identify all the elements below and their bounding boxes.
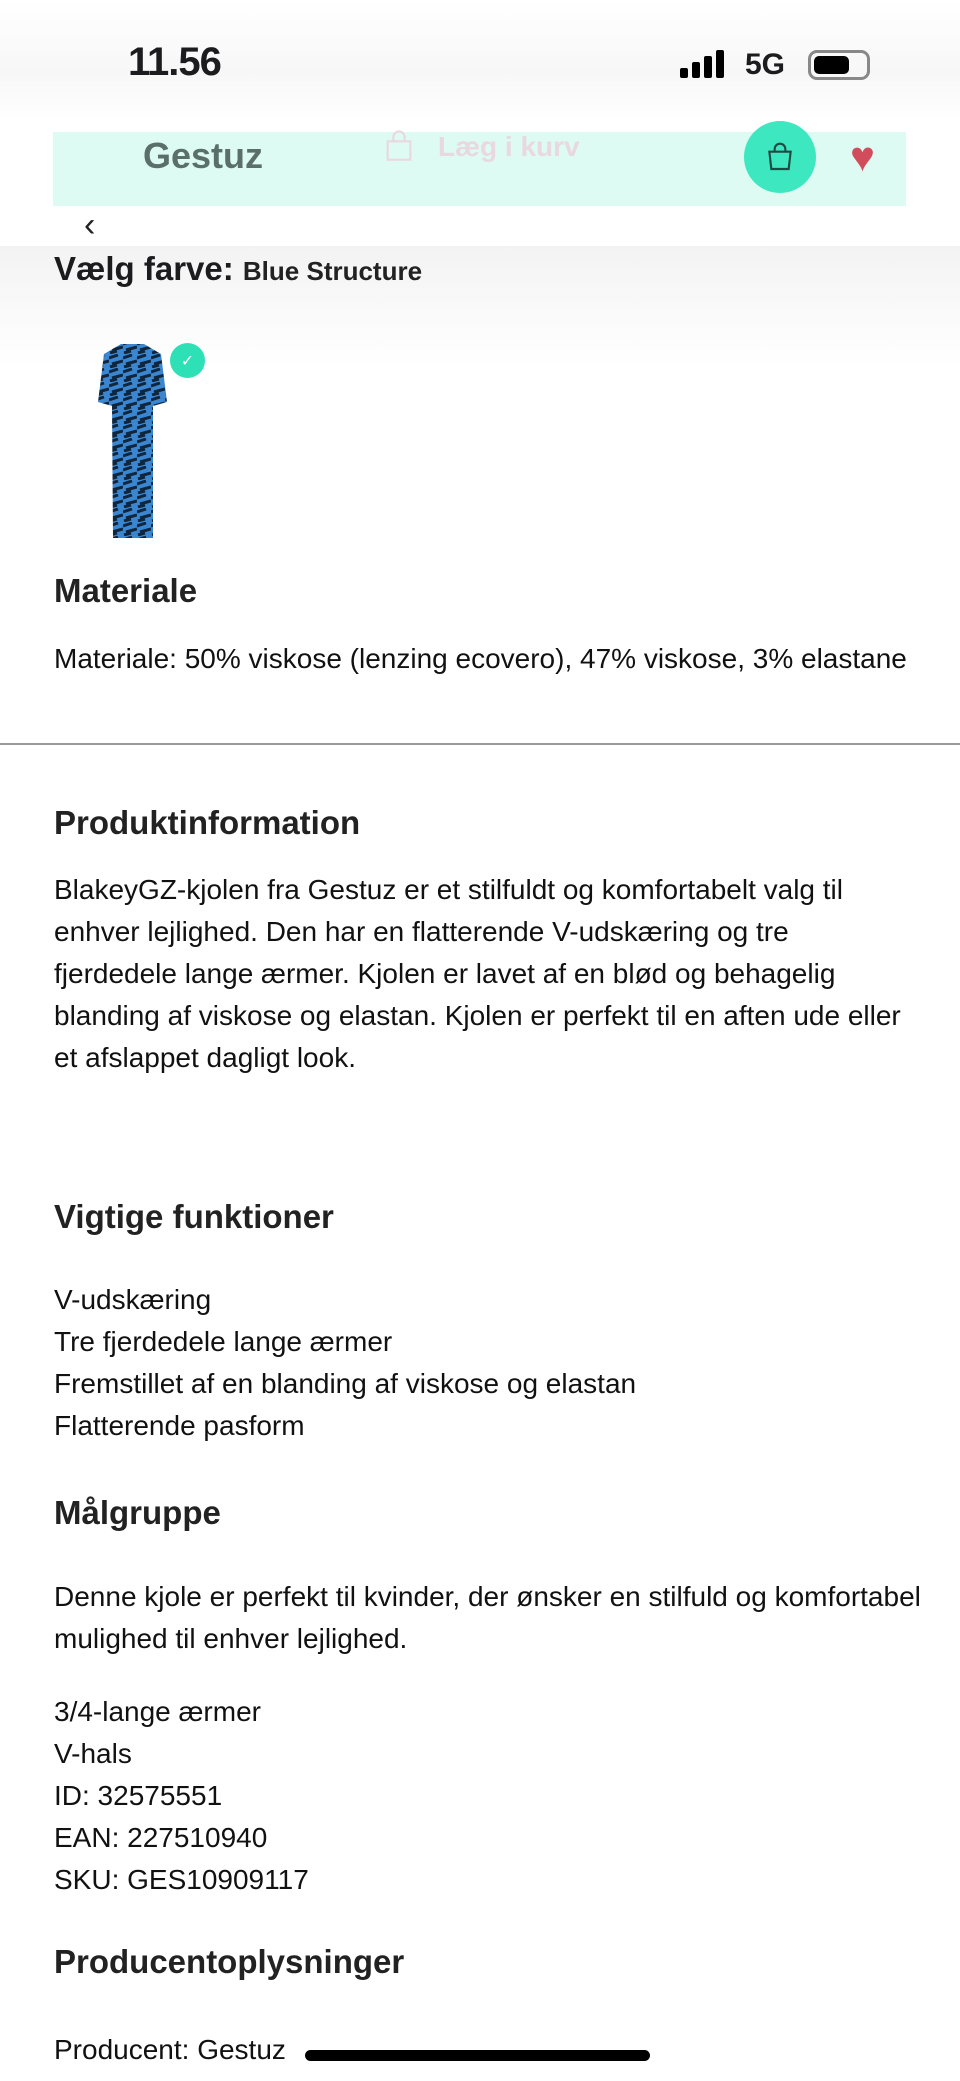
details-list (54, 1691, 924, 1901)
product-info-text: BlakeyGZ-kjolen fra Gestuz er et stilfuldt og komfortabelt valg til enhver lejlighed. Den har en flatterende V-udskæring og tre fjerdedele lange ærmer. Kjolen er lavet af en blød og behagelig blanding af viskose og elastan. Kjolen er perfekt til en aften ude eller et afslappet dagligt look. (54, 874, 901, 1073)
favorite-heart-icon[interactable]: ♥ (850, 133, 875, 180)
add-to-cart-label: Læg i kurv (438, 131, 580, 162)
producer-name: Producent: Gestuz (54, 2034, 286, 2065)
divider (0, 743, 960, 745)
product-info-title: Produktinformation (54, 804, 361, 841)
dress-swatch-image[interactable] (95, 340, 170, 540)
producer-title: Producentoplysninger (54, 1943, 405, 1980)
detail-item: SKU: GES10909117 (54, 1864, 309, 1895)
bag-icon (764, 141, 796, 173)
feature-item: Tre fjerdedele lange ærmer (54, 1326, 393, 1357)
detail-item: ID: 32575551 (54, 1780, 223, 1811)
detail-item: 3/4-lange ærmer (54, 1696, 261, 1727)
feature-item: Fremstillet af en blanding af viskose og elastan (54, 1368, 637, 1399)
target-text: Denne kjole er perfekt til kvinder, der ønsker en stilfuld og komfortabel mulighed til enhver lejlighed. (54, 1581, 921, 1654)
signal-icon (680, 50, 724, 78)
color-label: Vælg farve: (54, 250, 234, 287)
brand-name[interactable]: Gestuz (143, 135, 264, 176)
color-selector-label (54, 250, 422, 288)
feature-item: Flatterende pasform (54, 1410, 305, 1441)
back-chevron-icon[interactable]: ‹ (84, 206, 96, 244)
detail-item: EAN: 227510940 (54, 1822, 268, 1853)
detail-item: V-hals (54, 1738, 132, 1769)
material-text: Materiale: 50% viskose (lenzing ecovero), 47% viskose, 3% elastane (54, 643, 907, 674)
selected-check-icon: ✓ (170, 343, 205, 378)
target-title: Målgruppe (54, 1494, 221, 1531)
add-to-cart-button[interactable] (382, 130, 580, 164)
home-indicator[interactable] (305, 2050, 650, 2061)
battery-icon (808, 50, 870, 80)
material-title: Materiale (54, 572, 198, 609)
feature-item: V-udskæring (54, 1284, 212, 1315)
status-time: 11.56 (128, 40, 221, 84)
features-title: Vigtige funktioner (54, 1198, 334, 1235)
cart-button[interactable] (744, 121, 816, 193)
features-list (54, 1279, 924, 1447)
color-value: Blue Structure (242, 256, 423, 286)
bag-icon (382, 130, 416, 164)
network-label: 5G (745, 48, 786, 81)
